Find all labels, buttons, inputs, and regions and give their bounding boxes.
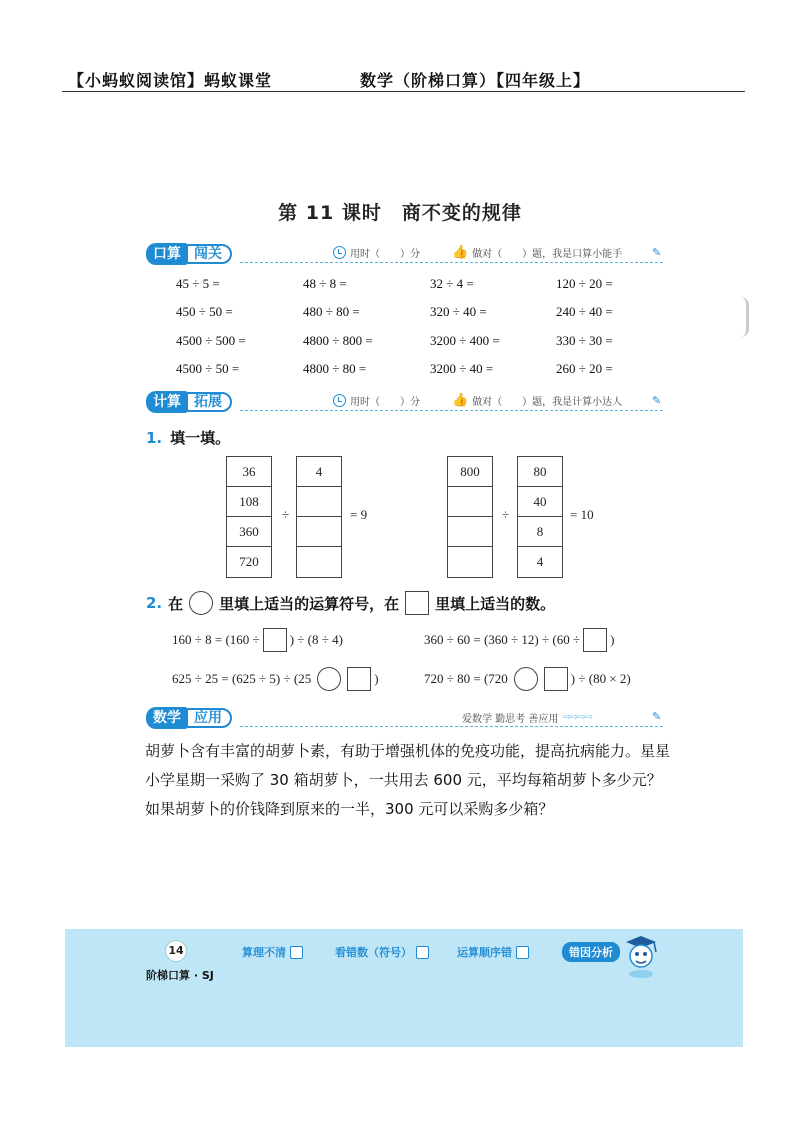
answer-box[interactable] — [347, 667, 371, 691]
equation-text: 720 ÷ 80 = (720 — [424, 671, 508, 686]
thumbs-up-icon: 👍 — [452, 245, 469, 260]
section-divider — [240, 726, 663, 727]
question-text: 填一填。 — [170, 429, 231, 447]
dividend-column-left — [226, 456, 272, 578]
header-divider — [62, 91, 745, 92]
check-order-error[interactable] — [457, 944, 529, 960]
equation-text: 625 ÷ 25 = (625 ÷ 5) ÷ (25 — [172, 671, 312, 686]
timer-label: 用时（ ）分 — [350, 397, 420, 408]
check-label: 运算顺序错 — [457, 946, 512, 959]
correct-label: 做对（ ）题，我是计算小达人 — [472, 397, 623, 408]
check-unclear-reasoning[interactable] — [242, 944, 303, 960]
question-number: 2. — [146, 594, 163, 612]
oral-problem: 4500 ÷ 500 = — [176, 333, 246, 348]
page-title: 第 11 课时 商不变的规律 — [278, 202, 522, 224]
check-misread-number[interactable] — [335, 944, 429, 960]
table-cell: 4 — [536, 554, 544, 569]
question-number: 1. — [146, 428, 163, 447]
arrows-icon: ⇨⇨⇨⇨ — [562, 712, 592, 723]
oral-problem: 3200 ÷ 40 = — [430, 361, 494, 376]
result-text: = 10 — [570, 507, 594, 522]
check-label: 算理不清 — [242, 946, 286, 959]
clock-icon — [333, 246, 346, 259]
answer-cell[interactable] — [297, 517, 341, 547]
page-curl-decoration — [741, 297, 749, 337]
oral-problem: 45 ÷ 5 = — [176, 276, 220, 291]
result-text: = 9 — [350, 507, 368, 522]
checkbox[interactable] — [516, 946, 529, 959]
section-jisuan-badge — [146, 391, 232, 413]
circle-placeholder-icon — [189, 591, 213, 615]
answer-cell[interactable] — [297, 487, 341, 517]
oral-problem: 120 ÷ 20 = — [556, 276, 613, 291]
section-divider — [240, 410, 663, 411]
operator-circle[interactable] — [514, 667, 538, 691]
table-cell: 36 — [227, 457, 271, 487]
oral-problem: 48 ÷ 8 = — [303, 276, 347, 291]
page-number: 14 — [165, 940, 187, 962]
dividend-column-right — [447, 456, 493, 578]
badge-part-b: 应用 — [186, 708, 232, 728]
slogan — [462, 710, 592, 725]
table-cell: 108 — [227, 487, 271, 517]
table-cell: 4 — [297, 457, 341, 487]
oral-problem: 4800 ÷ 80 = — [303, 361, 367, 376]
slogan-text: 爱数学 勤思考 善应用 — [462, 714, 559, 725]
pencil-icon: ✎ — [652, 710, 662, 723]
oral-problem: 4800 ÷ 800 = — [303, 333, 373, 348]
oral-problem: 32 ÷ 4 = — [430, 276, 474, 291]
operator-circle[interactable] — [317, 667, 341, 691]
mascot-icon — [618, 934, 664, 978]
oral-problem: 4500 ÷ 50 = — [176, 361, 240, 376]
table-cell: 360 — [227, 517, 271, 547]
checkbox[interactable] — [416, 946, 429, 959]
table-cell: 40 — [518, 487, 562, 517]
badge-part-b: 拓展 — [186, 392, 232, 412]
section-kousuan-badge — [146, 243, 232, 265]
oral-problem: 480 ÷ 80 = — [303, 304, 360, 319]
oral-problem: 330 ÷ 30 = — [556, 333, 613, 348]
checkbox[interactable] — [290, 946, 303, 959]
equation-text: 160 ÷ 8 = (160 ÷ — [172, 632, 260, 647]
oral-problem: 240 ÷ 40 = — [556, 304, 613, 319]
table-cell: 800 — [448, 457, 492, 487]
header-left: 【小蚂蚁阅读馆】蚂蚁课堂 — [68, 71, 273, 90]
pencil-icon: ✎ — [652, 394, 662, 407]
question-text: 在 — [168, 594, 184, 613]
timer-label: 用时（ ）分 — [350, 249, 420, 260]
correct-count-field — [452, 393, 622, 408]
equation-4 — [424, 667, 631, 691]
header-right: 数学（阶梯口算）【四年级上】 — [360, 71, 591, 90]
answer-box[interactable] — [583, 628, 607, 652]
table-cell: 8 — [518, 517, 562, 547]
equation-text: ) — [374, 671, 379, 686]
book-label: 阶梯口算 · SJ — [146, 969, 214, 982]
answer-cell[interactable] — [448, 517, 492, 547]
table-cell: 720 — [239, 554, 259, 569]
answer-cell[interactable] — [297, 547, 341, 577]
divide-sign: ÷ — [502, 507, 510, 522]
oral-problem: 450 ÷ 50 = — [176, 304, 233, 319]
answer-box[interactable] — [544, 667, 568, 691]
timer-field — [333, 393, 420, 408]
oral-problem: 3200 ÷ 400 = — [430, 333, 500, 348]
question-text: 里填上适当的运算符号，在 — [219, 594, 400, 613]
answer-cell[interactable] — [448, 547, 492, 577]
divisor-column-right — [517, 456, 563, 578]
word-problem: 胡萝卜含有丰富的胡萝卜素，有助于增强机体的免疫功能，提高抗病能力。星星小学星期一采购了 30 箱胡萝卜，一共用去 600 元，平均每箱胡萝卜多少元？如果胡萝卜的价钱降到原来的一半，300 元可以采购多少箱？ — [145, 742, 671, 818]
question-text: 里填上适当的数。 — [435, 594, 556, 613]
check-label: 看错数（符号） — [335, 946, 412, 959]
timer-field — [333, 245, 420, 260]
divisor-column-left — [296, 456, 342, 578]
correct-label: 做对（ ）题，我是口算小能手 — [472, 249, 623, 260]
answer-cell[interactable] — [448, 487, 492, 517]
badge-part-a: 口算 — [146, 243, 188, 265]
oral-problem: 320 ÷ 40 = — [430, 304, 487, 319]
section-yingyong-badge — [146, 707, 232, 729]
equation-1 — [172, 628, 343, 652]
equation-text: ) — [610, 632, 615, 647]
question-1-heading — [146, 427, 230, 448]
badge-part-b: 闯关 — [186, 244, 232, 264]
question-2-heading — [146, 591, 555, 615]
section-divider — [240, 262, 663, 263]
error-analysis-button[interactable]: 错因分析 — [562, 942, 620, 962]
equation-text: 360 ÷ 60 = (360 ÷ 12) ÷ (60 ÷ — [424, 632, 581, 647]
clock-icon — [333, 394, 346, 407]
oral-problem: 260 ÷ 20 = — [556, 361, 613, 376]
badge-part-a: 数学 — [146, 707, 188, 729]
table-cell: 80 — [518, 457, 562, 487]
pencil-icon: ✎ — [652, 246, 662, 259]
equation-3 — [172, 667, 379, 691]
badge-part-a: 计算 — [146, 391, 188, 413]
equation-2 — [424, 628, 614, 652]
thumbs-up-icon: 👍 — [452, 393, 469, 408]
square-placeholder-icon — [405, 591, 429, 615]
equation-text: ) ÷ (8 ÷ 4) — [289, 632, 343, 647]
correct-count-field — [452, 245, 622, 260]
equation-text: ) ÷ (80 × 2) — [570, 671, 631, 686]
answer-box[interactable] — [263, 628, 287, 652]
divide-sign: ÷ — [282, 507, 290, 522]
